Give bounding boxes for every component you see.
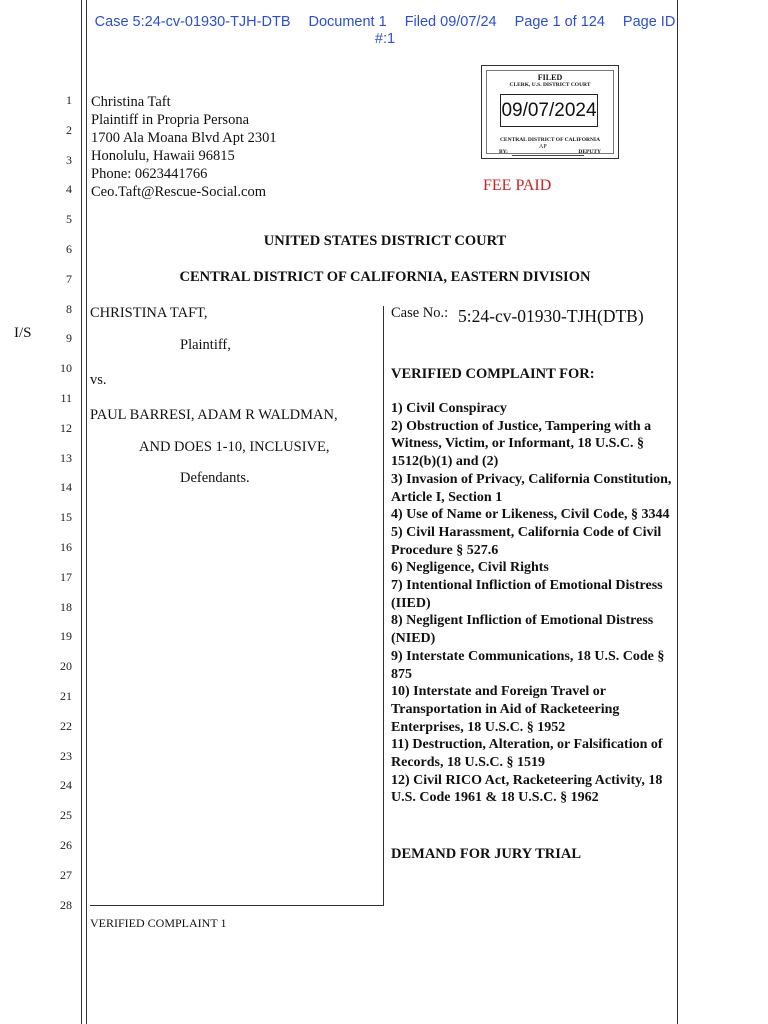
line-number: 24 — [60, 778, 72, 793]
line-number: 17 — [60, 569, 72, 584]
court-name: UNITED STATES DISTRICT COURT — [263, 233, 507, 249]
party-email: Ceo.Taft@Rescue-Social.com — [91, 184, 267, 200]
line-number: 5 — [66, 212, 72, 227]
attorney-block — [91, 93, 277, 201]
party-role: Plaintiff in Propria Persona — [91, 112, 250, 128]
line-number: 13 — [60, 450, 72, 465]
filed-stamp-date: 09/07/2024 — [500, 94, 598, 127]
caption-defendants-label: Defendants. — [180, 470, 250, 486]
header-page-id-number: #:1 — [374, 31, 396, 47]
header-page-id: Page ID — [622, 14, 676, 30]
filed-stamp-title: FILED — [537, 73, 563, 82]
header-case-number: Case 5:24-cv-01930-TJH-DTB — [94, 14, 291, 30]
claim-item: 8) Negligent Infliction of Emotional Distress (NIED) — [391, 613, 654, 647]
line-number: 23 — [60, 748, 72, 763]
party-phone: Phone: 0623441766 — [91, 166, 208, 182]
line-number: 16 — [60, 540, 72, 554]
line-number: 18 — [60, 599, 72, 614]
claim-item: 4) Use of Name or Likeness, Civil Code, § 3344 — [391, 507, 670, 523]
line-number: 22 — [60, 718, 72, 733]
line-number: 15 — [60, 510, 72, 525]
claim-item: 3) Invasion of Privacy, California Constitution, Article I, Section 1 — [391, 471, 672, 505]
header-document: Document 1 — [308, 14, 387, 30]
claim-item: 9) Interstate Communications, 18 U.S. Code § 875 — [391, 648, 665, 682]
jury-demand: DEMAND FOR JURY TRIAL — [391, 846, 582, 862]
claim-item: 2) Obstruction of Justice, Tampering with a Witness, Victim, or Informant, 18 U.S.C. § 1512(b)(1) and (2) — [391, 418, 652, 470]
line-number: 21 — [60, 689, 72, 703]
claim-item: 5) Civil Harassment, California Code of Civil Procedure § 527.6 — [391, 524, 662, 558]
court-district: CENTRAL DISTRICT OF CALIFORNIA, EASTERN DIVISION — [179, 269, 591, 285]
claim-item: 1) Civil Conspiracy — [391, 401, 507, 416]
header-page-count: Page 1 of 124 — [514, 14, 605, 30]
left-margin-rule-outer — [81, 0, 82, 1024]
line-number: 4 — [66, 182, 72, 197]
case-number-value: 5:24-cv-01930-TJH(DTB) — [458, 306, 644, 326]
claim-item: 7) Intentional Infliction of Emotional Distress (IIED) — [391, 578, 663, 611]
filed-stamp — [481, 65, 619, 159]
party-name: Christina Taft — [91, 94, 171, 110]
filed-stamp-clerk: CLERK, U.S. DISTRICT COURT — [509, 82, 591, 88]
line-number: 1 — [66, 93, 72, 107]
party-address-line1: 1700 Ala Moana Blvd Apt 2301 — [91, 130, 277, 146]
claim-item: 6) Negligence, Civil Rights — [391, 560, 549, 576]
margin-note: I/S — [14, 325, 32, 341]
ecf-header-stamp — [80, 14, 690, 48]
line-number: 8 — [66, 301, 72, 316]
filed-stamp-inner-border — [486, 70, 614, 154]
filed-stamp-deputy: DEPUTY — [578, 149, 601, 155]
line-number: 3 — [66, 152, 72, 167]
complaint-title: VERIFIED COMPLAINT FOR: — [391, 366, 595, 382]
right-margin-rule — [677, 0, 678, 1024]
line-number: 6 — [66, 242, 72, 256]
line-number: 12 — [60, 420, 72, 435]
caption-plaintiff-name: CHRISTINA TAFT, — [90, 305, 208, 321]
left-margin-rule-inner — [86, 0, 87, 1024]
claim-item: 10) Interstate and Foreign Travel or Transportation in Aid of Racketeering Enterprises, 18 U.S.C. § 1952 — [391, 684, 620, 735]
line-number: 2 — [66, 122, 72, 137]
line-number: 28 — [60, 897, 72, 912]
line-number: 25 — [60, 808, 72, 823]
caption-bottom-rule — [90, 905, 384, 906]
filed-stamp-initials: AP — [539, 144, 547, 150]
filed-stamp-signature-line — [512, 155, 584, 156]
line-number: 27 — [60, 867, 72, 882]
case-number-label: Case No.: — [391, 305, 449, 321]
page-footer: VERIFIED COMPLAINT 1 — [90, 916, 227, 930]
caption-divider — [383, 306, 384, 906]
line-number: 11 — [60, 391, 72, 405]
line-number: 14 — [60, 480, 72, 495]
claim-item: 11) Destruction, Alteration, or Falsification of Records, 18 U.S.C. § 1519 — [391, 737, 663, 771]
header-filed-date: Filed 09/07/24 — [404, 14, 497, 30]
party-address-line2: Honolulu, Hawaii 96815 — [91, 148, 235, 164]
caption-plaintiff-label: Plaintiff, — [180, 337, 231, 353]
filed-stamp-by: BY: — [499, 149, 508, 155]
line-number: 10 — [60, 361, 72, 376]
filed-stamp-district: CENTRAL DISTRICT OF CALIFORNIA — [499, 137, 601, 143]
caption-defendants-line1: PAUL BARRESI, ADAM R WALDMAN, — [90, 407, 338, 423]
claims-list — [391, 400, 677, 807]
line-number: 9 — [66, 331, 72, 346]
line-number: 26 — [60, 838, 72, 852]
caption-vs: vs. — [90, 372, 107, 388]
caption-defendants-line2: AND DOES 1-10, INCLUSIVE, — [139, 439, 330, 455]
line-number: 19 — [60, 629, 72, 644]
fee-paid-stamp: FEE PAID — [483, 177, 552, 194]
line-number: 7 — [66, 271, 72, 286]
claim-item: 12) Civil RICO Act, Racketeering Activity, 18 U.S. Code 1961 & 18 U.S.C. § 1962 — [391, 772, 663, 806]
line-number: 20 — [60, 659, 72, 674]
